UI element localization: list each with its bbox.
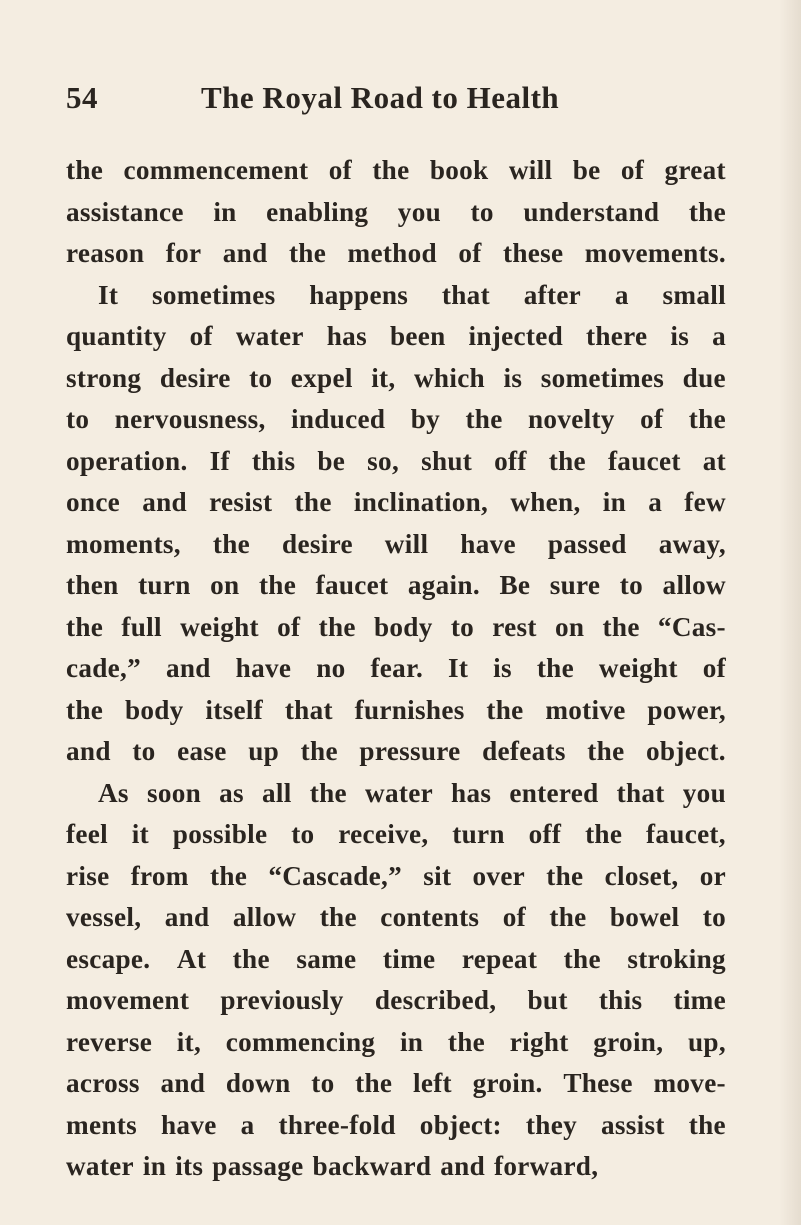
text-line: moments, the desire will have passed away, <box>66 528 726 559</box>
text-line: and to ease up the pressure defeats the object. <box>66 736 726 766</box>
text-line: once and resist the inclination, when, in a few <box>66 487 726 517</box>
text-line: reason for and the method of these movements. <box>66 238 726 268</box>
body-text <box>66 150 726 1188</box>
text-line: assistance in enabling you to understand the <box>66 196 726 227</box>
text-line: As soon as all the water has entered that you <box>98 777 726 808</box>
page-number: 54 <box>66 80 98 115</box>
text-line: the commencement of the book will be of great <box>66 155 726 185</box>
running-head <box>66 80 721 130</box>
text-line: movement previously described, but this time <box>66 985 726 1015</box>
text-line: to nervousness, induced by the novelty of the <box>66 404 726 434</box>
text-line: rise from the “Cascade,” sit over the closet, or <box>66 860 726 891</box>
page-edge-shadow <box>779 0 801 1225</box>
text-line: ments have a three-fold object: they assist the <box>66 1109 726 1140</box>
text-line: feel it possible to receive, turn off the faucet, <box>66 819 726 849</box>
text-line: cade,” and have no fear. It is the weight of <box>66 653 726 683</box>
text-line: then turn on the faucet again. Be sure to allow <box>66 570 726 600</box>
text-line: water in its passage backward and forward, <box>66 1151 599 1181</box>
text-line: quantity of water has been injected there is a <box>66 321 726 351</box>
text-line: the full weight of the body to rest on the “Cas- <box>66 611 726 642</box>
text-line: escape. At the same time repeat the stroking <box>66 943 726 974</box>
text-line: the body itself that furnishes the motive power, <box>66 694 726 725</box>
running-title: The Royal Road to Health <box>201 80 560 115</box>
text-line: vessel, and allow the contents of the bowel to <box>66 902 726 932</box>
text-line: operation. If this be so, shut off the faucet at <box>66 445 726 476</box>
text-line: reverse it, commencing in the right groin, up, <box>66 1026 726 1057</box>
text-line: It sometimes happens that after a small <box>98 279 726 310</box>
text-line: strong desire to expel it, which is sometimes due <box>66 362 726 393</box>
text-line: across and down to the left groin. These move- <box>66 1068 726 1098</box>
